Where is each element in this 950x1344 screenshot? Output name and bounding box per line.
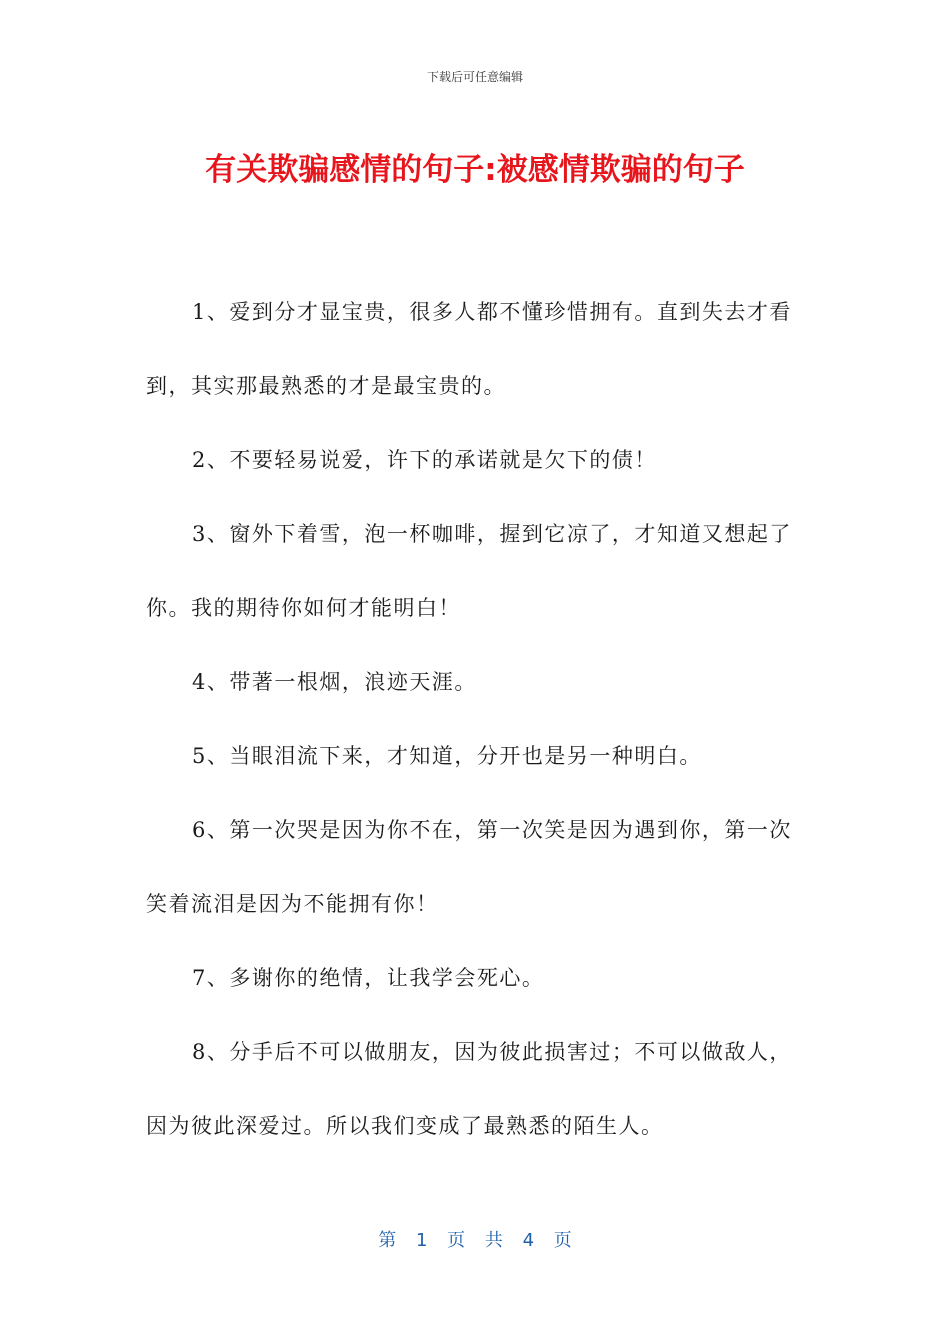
paragraph-1: 1、爱到分才显宝贵，很多人都不懂珍惜拥有。直到失去才看到，其实那最熟悉的才是最宝贵的。 (146, 300, 792, 398)
paragraph-3: 3、窗外下着雪，泡一杯咖啡，握到它凉了，才知道又想起了你。我的期待你如何才能明白！ (146, 522, 792, 620)
paragraph-6: 6、第一次哭是因为你不在，第一次笑是因为遇到你，第一次笑着流泪是因为不能拥有你！ (146, 818, 792, 916)
page-footer: 第 1 页 共 4 页 (378, 1230, 572, 1251)
document-body (146, 275, 814, 1163)
paragraph-5: 5、当眼泪流下来，才知道，分开也是另一种明白。 (192, 744, 702, 768)
document-title: 有关欺骗感情的句子:被感情欺骗的句子 (205, 152, 745, 188)
paragraph-7: 7、多谢你的绝情，让我学会死心。 (192, 966, 545, 990)
paragraph-8: 8、分手后不可以做朋友，因为彼此损害过；不可以做敌人，因为彼此深爱过。所以我们变成了最熟悉的陌生人。 (146, 1040, 792, 1138)
paragraph-4: 4、带著一根烟，浪迹天涯。 (192, 670, 477, 694)
paragraph-2: 2、不要轻易说爱，许下的承诺就是欠下的债！ (192, 448, 657, 472)
header-note: 下载后可任意编辑 (426, 70, 523, 84)
